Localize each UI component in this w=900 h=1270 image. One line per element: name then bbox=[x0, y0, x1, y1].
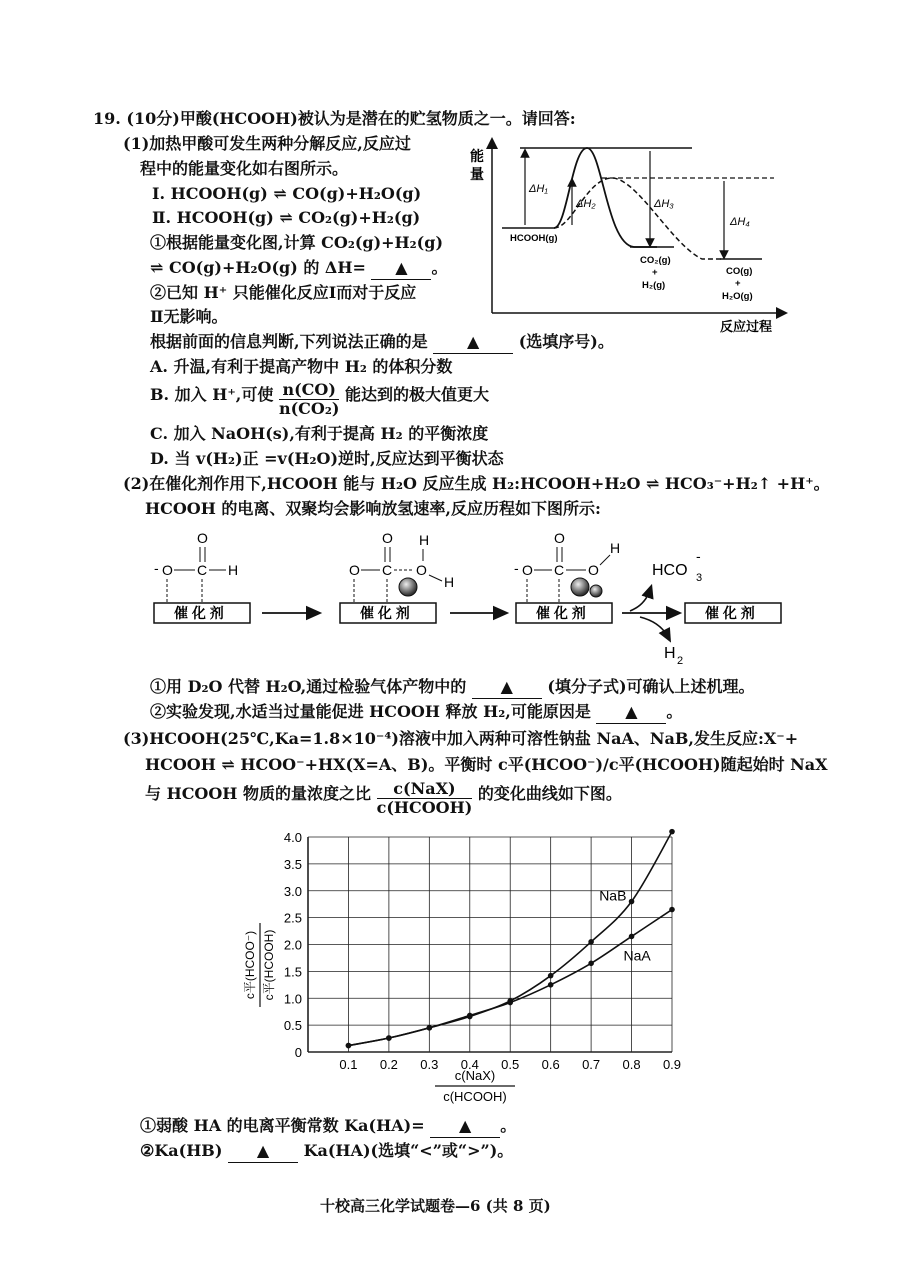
p3-line-b: HCOOH ⇌ HCOO⁻+HX(X=A、B)。平衡时 c平(HCOO⁻)/c平(HCOOH)随起始时 NaX bbox=[145, 755, 828, 774]
answer-blank-gas[interactable]: ▲ bbox=[472, 676, 542, 699]
p3-line-c bbox=[145, 780, 622, 817]
plus-label-1: + bbox=[652, 267, 658, 278]
catalyst-label-4: 催 化 剂 bbox=[705, 605, 755, 621]
series-label-naa: NaA bbox=[623, 947, 651, 964]
atom-c: C bbox=[554, 562, 565, 578]
chart-grid bbox=[308, 837, 672, 1052]
p2-line-a: (2)在催化剂作用下,HCOOH 能与 H₂O 反应生成 H₂:HCOOH+H₂O ⇌ HCO₃⁻+H₂↑ +H⁺。 bbox=[123, 474, 830, 493]
answer-blank-compare[interactable]: ▲ bbox=[228, 1140, 298, 1163]
x-tick-label: 0.6 bbox=[541, 1057, 560, 1072]
data-point-naa bbox=[669, 907, 675, 913]
atom-h: H bbox=[419, 532, 430, 548]
option-b-post: 能达到的极大值更大 bbox=[344, 385, 489, 404]
h2o-label: H₂O(g) bbox=[722, 291, 753, 302]
reactant-label: HCOOH(g) bbox=[510, 233, 558, 244]
x-tick-label: 0.9 bbox=[662, 1057, 682, 1072]
co-label: CO(g) bbox=[726, 266, 753, 277]
sub5-text: ①弱酸 HA 的电离平衡常数 Ka(HA)= bbox=[140, 1116, 425, 1135]
sub3-text: ①用 D₂O 代替 H₂O,通过检验气体产物中的 bbox=[150, 677, 467, 696]
x-label-num: c(NaX) bbox=[454, 1068, 496, 1083]
atom-o: O bbox=[197, 530, 208, 546]
dh4-label: ΔH₄ bbox=[730, 216, 750, 228]
judge-tail: (选填序号)。 bbox=[518, 332, 614, 351]
atom-o: O bbox=[416, 562, 427, 578]
x-label-den: c(HCOOH) bbox=[443, 1089, 507, 1104]
y-tick-label: 1.0 bbox=[283, 991, 302, 1007]
y-tick-label: 2.0 bbox=[283, 937, 302, 953]
data-point-naa bbox=[548, 982, 554, 988]
ratio-chart bbox=[230, 825, 700, 1115]
p3-c-post: 的变化曲线如下图。 bbox=[477, 784, 622, 803]
reaction-1: Ⅰ. HCOOH(g) ⇌ CO(g)+H₂O(g) bbox=[152, 184, 422, 203]
minus-sign: - bbox=[154, 560, 159, 576]
option-b bbox=[150, 381, 489, 418]
catalyst-label-3: 催 化 剂 bbox=[536, 605, 586, 621]
p3-line-a: (3)HCOOH(25℃,Ka=1.8×10⁻⁴)溶液中加入两种可溶性钠盐 NaA、NaB,发生反应:X⁻+ bbox=[123, 729, 799, 748]
y-tick-label: 3.0 bbox=[283, 883, 302, 899]
sub6-pre: ②Ka(HB) bbox=[140, 1141, 223, 1160]
option-d: D. 当 v(H₂)正 =v(H₂O)逆时,反应达到平衡状态 bbox=[150, 449, 504, 468]
plus-label-2: + bbox=[735, 278, 741, 289]
atom-h: H bbox=[228, 562, 239, 578]
sub1-line-a: ①根据能量变化图,计算 CO₂(g)+H₂(g) bbox=[150, 233, 444, 252]
option-b-den: n(CO₂) bbox=[278, 399, 340, 418]
p3-c-pre: 与 HCOOH 物质的量浓度之比 bbox=[145, 784, 371, 803]
data-point-naa bbox=[507, 1000, 513, 1006]
catalyst-label-1: 催 化 剂 bbox=[174, 605, 224, 621]
hco3-label: HCO bbox=[652, 562, 688, 579]
arrow-up-hco3 bbox=[630, 590, 650, 611]
p1-line-a: (1)加热甲酸可发生两种分解反应,反应过 bbox=[123, 134, 411, 153]
y-tick-label: 4.0 bbox=[283, 830, 302, 845]
sub2-line-b: Ⅱ无影响。 bbox=[150, 307, 228, 326]
mechanism-diagram bbox=[140, 525, 790, 670]
dh3-label: ΔH₃ bbox=[654, 198, 674, 210]
catalyst-label-2: 催 化 剂 bbox=[360, 605, 410, 621]
sub1-text: ⇌ CO(g)+H₂O(g) 的 ΔH= bbox=[150, 258, 366, 277]
minus-sign: - bbox=[514, 560, 519, 576]
data-point-nab bbox=[588, 939, 594, 945]
stage-3 bbox=[514, 530, 620, 623]
hydride-ball bbox=[590, 585, 602, 597]
answer-blank-options[interactable]: ▲ bbox=[433, 331, 513, 354]
option-c: C. 加入 NaOH(s),有利于提高 H₂ 的平衡浓度 bbox=[150, 424, 489, 443]
option-a: A. 升温,有利于提高产物中 H₂ 的体积分数 bbox=[150, 357, 453, 376]
data-point-naa bbox=[427, 1025, 433, 1031]
hco3-charge: - bbox=[696, 548, 701, 564]
sub3-line bbox=[150, 676, 755, 699]
data-point-naa bbox=[467, 1013, 473, 1019]
p3-frac-den: c(HCOOH) bbox=[376, 798, 473, 817]
sub5-line bbox=[140, 1115, 516, 1138]
p3-fraction bbox=[377, 780, 473, 817]
data-point-naa bbox=[386, 1035, 392, 1041]
atom-o: O bbox=[382, 530, 393, 546]
p2-line-b: HCOOH 的电离、双聚均会影响放氢速率,反应历程如下图所示: bbox=[145, 499, 601, 518]
answer-blank-dh[interactable]: ▲ bbox=[371, 257, 431, 280]
p3-frac-num: c(NaX) bbox=[377, 780, 473, 799]
h2-label: H bbox=[664, 645, 676, 662]
h2-subscript: 2 bbox=[677, 655, 684, 667]
period: 。 bbox=[500, 1116, 517, 1135]
arrow-down-h2 bbox=[640, 617, 668, 637]
x-tick-label: 0.2 bbox=[379, 1057, 398, 1072]
sub2-line-a: ②已知 H⁺ 只能催化反应Ⅰ而对于反应 bbox=[150, 283, 417, 302]
sub3-tail: (填分子式)可确认上述机理。 bbox=[547, 677, 755, 696]
y-tick-label: 0 bbox=[294, 1045, 302, 1060]
energy-axis-label-2: 量 bbox=[470, 166, 484, 182]
dh2-label: ΔH₂ bbox=[576, 198, 596, 210]
q19-head: 19. (10分)甲酸(HCOOH)被认为是潜在的贮氢物质之一。请回答: bbox=[93, 109, 576, 128]
sub6-post: Ka(HA)(选填“<”或“>”)。 bbox=[303, 1141, 514, 1160]
y-tick-label: 1.5 bbox=[283, 964, 302, 980]
h2-label: H₂(g) bbox=[642, 280, 666, 291]
period: 。 bbox=[666, 702, 683, 721]
atom-h: H bbox=[444, 574, 455, 590]
data-point-naa bbox=[588, 961, 594, 967]
data-point-naa bbox=[629, 934, 635, 940]
reaction-2: Ⅱ. HCOOH(g) ⇌ CO₂(g)+H₂(g) bbox=[152, 208, 421, 227]
data-point-naa bbox=[346, 1043, 352, 1049]
option-b-fraction bbox=[279, 381, 339, 418]
atom-o: O bbox=[522, 562, 533, 578]
x-tick-label: 0.7 bbox=[582, 1057, 601, 1072]
series-label-nab: NaB bbox=[599, 887, 627, 904]
atom-o: O bbox=[588, 562, 599, 578]
sub6-line bbox=[140, 1140, 513, 1163]
y-tick-label: 0.5 bbox=[283, 1018, 302, 1034]
x-tick-label: 0.1 bbox=[339, 1057, 358, 1072]
p1-line-b: 程中的能量变化如右图所示。 bbox=[140, 159, 349, 178]
energy-axis-label-1: 能 bbox=[470, 148, 484, 164]
atom-c: C bbox=[197, 562, 208, 578]
x-tick-label: 0.4 bbox=[460, 1057, 479, 1072]
atom-o: O bbox=[162, 562, 173, 578]
bond bbox=[600, 555, 610, 565]
stage-2 bbox=[340, 530, 454, 623]
sub4-line bbox=[150, 701, 682, 724]
hco3-subscript: 3 bbox=[696, 572, 703, 584]
answer-blank-ka[interactable]: ▲ bbox=[430, 1115, 500, 1138]
atom-h: H bbox=[610, 540, 621, 556]
judge-text: 根据前面的信息判断,下列说法正确的是 bbox=[150, 332, 428, 351]
option-b-pre: B. 加入 H⁺,可使 bbox=[150, 385, 274, 404]
y-tick-label: 3.5 bbox=[283, 856, 302, 872]
dh1-label: ΔH₁ bbox=[529, 183, 548, 195]
data-point-nab bbox=[548, 973, 554, 979]
metal-ball bbox=[571, 578, 589, 596]
atom-o: O bbox=[554, 530, 565, 546]
bond bbox=[429, 575, 442, 581]
x-tick-label: 0.5 bbox=[501, 1057, 520, 1072]
y-axis-label bbox=[243, 923, 276, 1007]
data-point-nab bbox=[629, 899, 635, 905]
option-b-num: n(CO) bbox=[279, 381, 339, 400]
reaction-process-label: 反应过程 bbox=[720, 319, 773, 334]
page-footer: 十校高三化学试题卷—6 (共 8 页) bbox=[320, 1197, 551, 1215]
answer-blank-reason[interactable]: ▲ bbox=[596, 701, 666, 724]
y-tick-label: 2.5 bbox=[283, 910, 302, 926]
energy-diagram bbox=[462, 135, 792, 335]
x-tick-label: 0.3 bbox=[420, 1057, 439, 1072]
x-tick-label: 0.8 bbox=[622, 1057, 641, 1072]
y-label-den: c平(HCOOH) bbox=[262, 929, 276, 1001]
sub1-line-b bbox=[150, 257, 447, 280]
co2-label: CO₂(g) bbox=[640, 255, 671, 266]
chart-ticks bbox=[284, 830, 681, 1072]
period: 。 bbox=[431, 258, 448, 277]
stage-1 bbox=[154, 530, 250, 623]
x-axis-label bbox=[435, 1068, 515, 1104]
metal-ball bbox=[399, 578, 417, 596]
atom-o: O bbox=[349, 562, 360, 578]
y-label-num: c平(HCOO⁻) bbox=[243, 930, 257, 1000]
sub4-text: ②实验发现,水适当过量能促进 HCOOH 释放 H₂,可能原因是 bbox=[150, 702, 591, 721]
data-point-nab bbox=[669, 829, 675, 835]
atom-c: C bbox=[382, 562, 393, 578]
